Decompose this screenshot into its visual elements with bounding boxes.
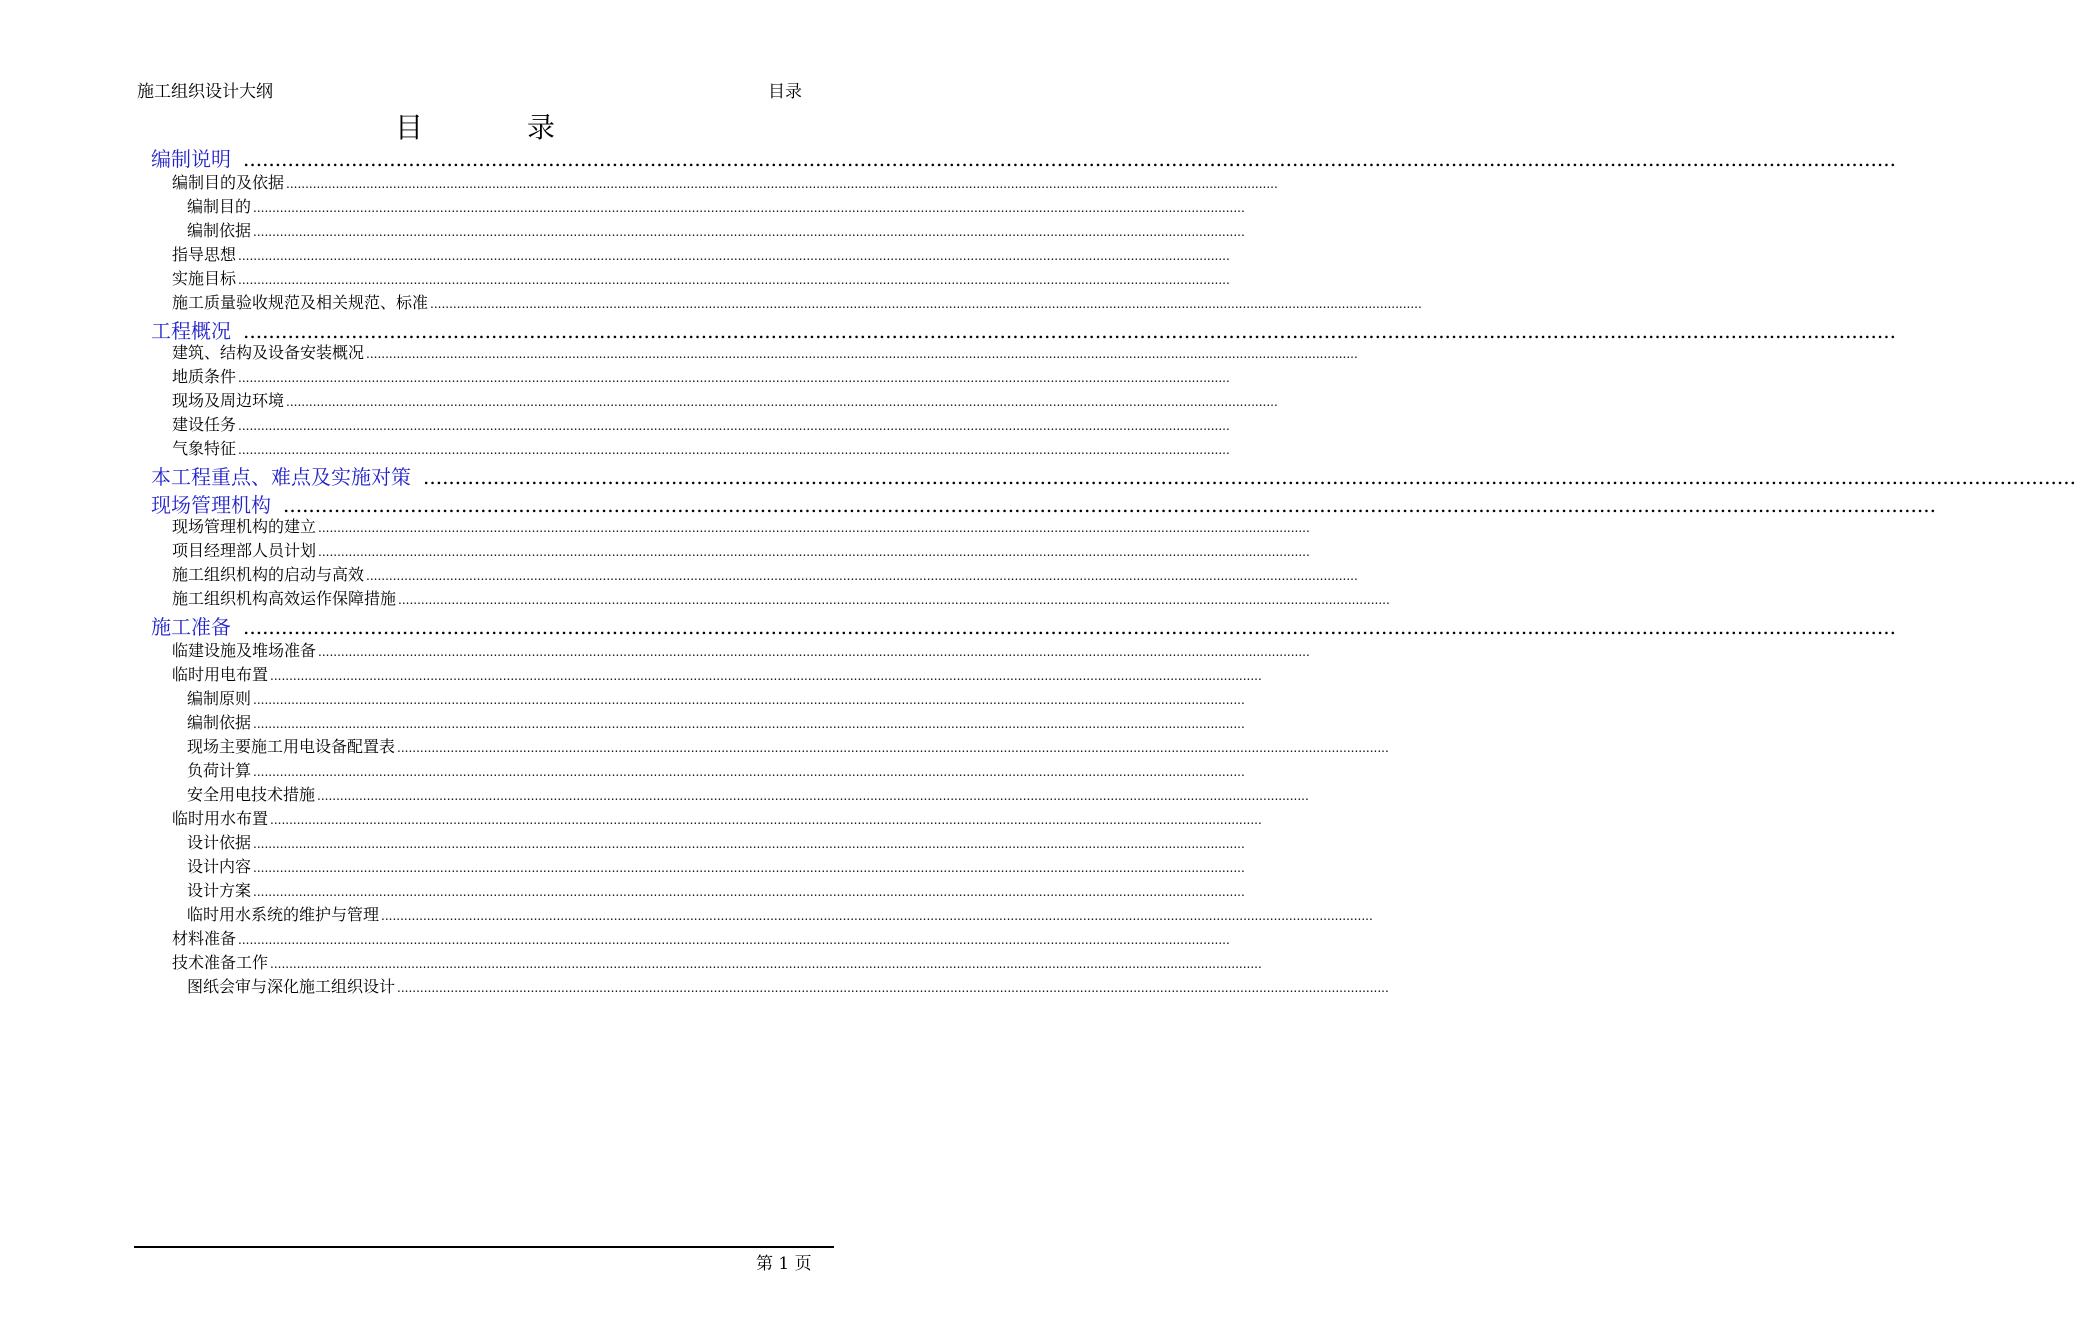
toc-dot-leader: ....................................................................................................................................................................................................................................................................: [243, 319, 1896, 343]
toc-dot-leader: ....................................................................................................................................................................................................................................................................: [286, 177, 1278, 191]
toc-entry-level-3[interactable]: [187, 904, 1373, 927]
toc-entry-label: 实施目标: [172, 269, 237, 288]
toc-dot-leader: ....................................................................................................................................................................................................................................................................: [253, 885, 1245, 899]
toc-entry-level-2[interactable]: [172, 342, 1358, 365]
toc-dot-leader: ....................................................................................................................................................................................................................................................................: [238, 371, 1230, 385]
toc-entry-label: 施工组织机构高效运作保障措施: [172, 589, 397, 608]
toc-entry-level-2[interactable]: [172, 414, 1230, 437]
toc-dot-leader: ....................................................................................................................................................................................................................................................................: [270, 957, 1262, 971]
toc-dot-leader: ....................................................................................................................................................................................................................................................................: [381, 909, 1373, 923]
toc-entry-label: 现场管理机构: [151, 493, 271, 517]
toc-entry-level-2[interactable]: [172, 588, 1390, 611]
header-section-name: 目录: [768, 82, 802, 102]
toc-entry-label: 地质条件: [172, 367, 237, 386]
toc-entry-label: 气象特征: [172, 439, 237, 458]
toc-entry-level-2[interactable]: [172, 438, 1230, 461]
toc-entry-level-2[interactable]: [172, 952, 1262, 975]
toc-entry-label: 编制原则: [187, 689, 252, 708]
toc-dot-leader: ....................................................................................................................................................................................................................................................................: [253, 225, 1245, 239]
toc-dot-leader: ....................................................................................................................................................................................................................................................................: [286, 395, 1278, 409]
toc-entry-label: 工程概况: [151, 319, 231, 343]
toc-dot-leader: ....................................................................................................................................................................................................................................................................: [318, 545, 1310, 559]
toc-entry-label: 临建设施及堆场准备: [172, 641, 317, 660]
toc-dot-leader: ....................................................................................................................................................................................................................................................................: [238, 443, 1230, 457]
toc-entry-label: 安全用电技术措施: [187, 785, 316, 804]
toc-entry-level-3[interactable]: [187, 196, 1245, 219]
toc-dot-leader: ....................................................................................................................................................................................................................................................................: [283, 493, 1936, 517]
toc-entry-level-1[interactable]: [151, 614, 1896, 640]
footer-page-number: 第 1 页: [756, 1254, 812, 1274]
toc-dot-leader: ....................................................................................................................................................................................................................................................................: [243, 615, 1896, 639]
toc-entry-level-3[interactable]: [187, 976, 1389, 999]
toc-entry-label: 图纸会审与深化施工组织设计: [187, 977, 396, 996]
toc-entry-level-2[interactable]: [172, 928, 1230, 951]
toc-entry-level-2[interactable]: [172, 664, 1262, 687]
toc-entry-level-3[interactable]: [187, 220, 1245, 243]
toc-entry-level-3[interactable]: [187, 784, 1309, 807]
toc-entry-level-2[interactable]: [172, 640, 1310, 663]
toc-entry-level-1[interactable]: [151, 146, 1896, 172]
toc-entry-label: 施工组织机构的启动与高效: [172, 565, 365, 584]
toc-dot-leader: ....................................................................................................................................................................................................................................................................: [238, 419, 1230, 433]
toc-heading: 目 录: [394, 111, 593, 144]
toc-dot-leader: ....................................................................................................................................................................................................................................................................: [253, 837, 1245, 851]
toc-entry-level-1[interactable]: [151, 464, 2076, 490]
toc-dot-leader: ....................................................................................................................................................................................................................................................................: [253, 717, 1245, 731]
toc-entry-label: 施工质量验收规范及相关规范、标准: [172, 293, 429, 312]
toc-entry-label: 材料准备: [172, 929, 237, 948]
toc-entry-label: 设计依据: [187, 833, 252, 852]
toc-entry-label: 负荷计算: [187, 761, 252, 780]
toc-entry-label: 现场主要施工用电设备配置表: [187, 737, 396, 756]
toc-dot-leader: ....................................................................................................................................................................................................................................................................: [398, 593, 1390, 607]
toc-entry-label: 编制依据: [187, 713, 252, 732]
toc-entry-label: 指导思想: [172, 245, 237, 264]
toc-dot-leader: ....................................................................................................................................................................................................................................................................: [238, 249, 1230, 263]
toc-entry-label: 建设任务: [172, 415, 237, 434]
toc-dot-leader: ....................................................................................................................................................................................................................................................................: [317, 789, 1309, 803]
toc-entry-label: 现场管理机构的建立: [172, 517, 317, 536]
toc-entry-level-3[interactable]: [187, 832, 1245, 855]
toc-entry-label: 编制目的: [187, 197, 252, 216]
toc-entry-level-2[interactable]: [172, 268, 1230, 291]
toc-entry-level-2[interactable]: [172, 564, 1358, 587]
toc-entry-level-3[interactable]: [187, 688, 1245, 711]
toc-entry-level-2[interactable]: [172, 292, 1422, 315]
toc-dot-leader: ....................................................................................................................................................................................................................................................................: [318, 645, 1310, 659]
toc-entry-level-3[interactable]: [187, 856, 1245, 879]
toc-entry-level-1[interactable]: [151, 318, 1896, 344]
toc-entry-level-3[interactable]: [187, 736, 1389, 759]
toc-dot-leader: ....................................................................................................................................................................................................................................................................: [397, 741, 1389, 755]
toc-entry-label: 临时用水布置: [172, 809, 269, 828]
toc-dot-leader: ....................................................................................................................................................................................................................................................................: [366, 347, 1358, 361]
toc-dot-leader: ....................................................................................................................................................................................................................................................................: [270, 669, 1262, 683]
toc-entry-label: 施工准备: [151, 615, 231, 639]
toc-entry-label: 设计内容: [187, 857, 252, 876]
toc-dot-leader: ....................................................................................................................................................................................................................................................................: [270, 813, 1262, 827]
toc-entry-level-2[interactable]: [172, 516, 1310, 539]
toc-entry-level-2[interactable]: [172, 808, 1262, 831]
toc-entry-label: 编制目的及依据: [172, 173, 285, 192]
toc-entry-level-3[interactable]: [187, 760, 1245, 783]
toc-dot-leader: ....................................................................................................................................................................................................................................................................: [253, 765, 1245, 779]
toc-entry-level-1[interactable]: [151, 492, 1936, 518]
toc-entry-label: 临时用电布置: [172, 665, 269, 684]
toc-entry-level-2[interactable]: [172, 540, 1310, 563]
toc-entry-label: 本工程重点、难点及实施对策: [151, 465, 411, 489]
toc-entry-level-2[interactable]: [172, 172, 1278, 195]
toc-entry-level-2[interactable]: [172, 244, 1230, 267]
toc-entry-label: 现场及周边环境: [172, 391, 285, 410]
toc-dot-leader: ....................................................................................................................................................................................................................................................................: [238, 933, 1230, 947]
toc-dot-leader: ....................................................................................................................................................................................................................................................................: [397, 981, 1389, 995]
header-document-title: 施工组织设计大纲: [137, 82, 273, 102]
toc-entry-label: 建筑、结构及设备安装概况: [172, 343, 365, 362]
toc-dot-leader: ....................................................................................................................................................................................................................................................................: [318, 521, 1310, 535]
toc-dot-leader: ....................................................................................................................................................................................................................................................................: [430, 297, 1422, 311]
toc-dot-leader: ....................................................................................................................................................................................................................................................................: [253, 693, 1245, 707]
footer-rule: [134, 1246, 834, 1248]
toc-entry-label: 项目经理部人员计划: [172, 541, 317, 560]
toc-entry-label: 临时用水系统的维护与管理: [187, 905, 380, 924]
toc-entry-label: 技术准备工作: [172, 953, 269, 972]
toc-entry-label: 编制依据: [187, 221, 252, 240]
toc-entry-level-2[interactable]: [172, 366, 1230, 389]
toc-dot-leader: ....................................................................................................................................................................................................................................................................: [243, 147, 1896, 171]
toc-entry-level-2[interactable]: [172, 390, 1278, 413]
toc-entry-label: 设计方案: [187, 881, 252, 900]
toc-entry-level-3[interactable]: [187, 880, 1245, 903]
toc-dot-leader: ....................................................................................................................................................................................................................................................................: [366, 569, 1358, 583]
toc-dot-leader: ....................................................................................................................................................................................................................................................................: [238, 273, 1230, 287]
toc-dot-leader: ....................................................................................................................................................................................................................................................................: [253, 201, 1245, 215]
toc-entry-level-3[interactable]: [187, 712, 1245, 735]
toc-dot-leader: ....................................................................................................................................................................................................................................................................: [253, 861, 1245, 875]
toc-dot-leader: ....................................................................................................................................................................................................................................................................: [423, 465, 2076, 489]
toc-entry-label: 编制说明: [151, 147, 231, 171]
